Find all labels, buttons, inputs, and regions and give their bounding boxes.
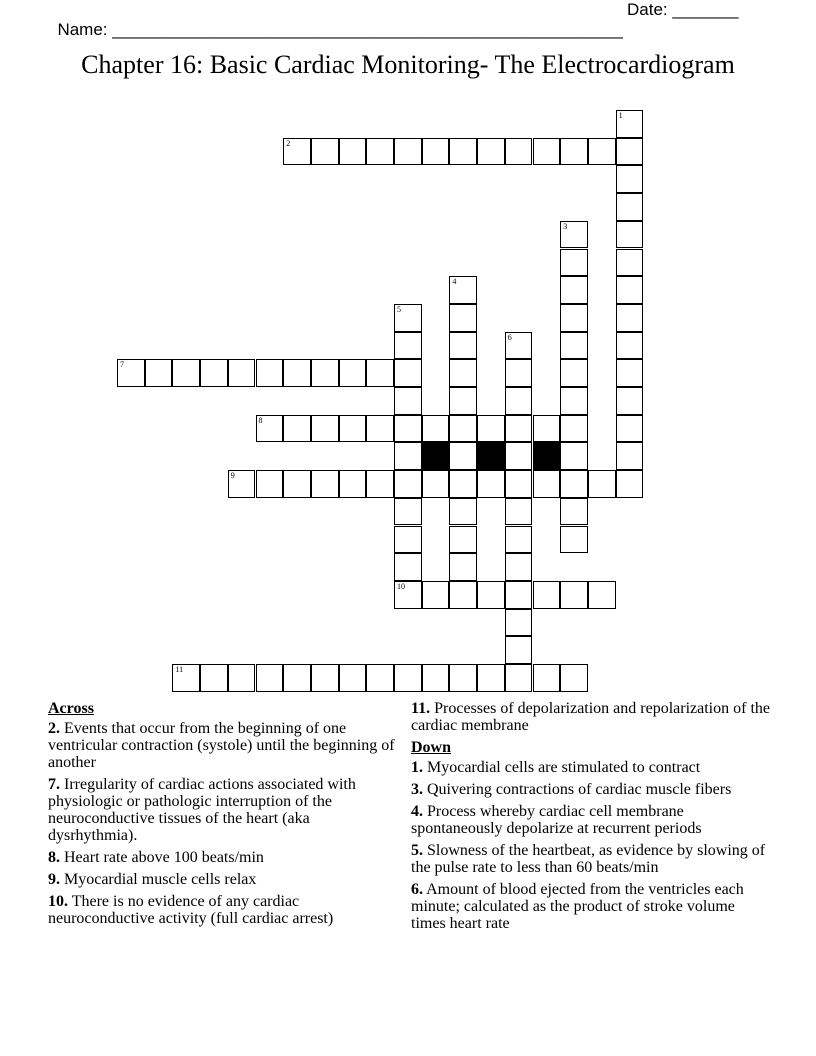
- clues-left-column: [48, 700, 398, 932]
- grid-cell[interactable]: [394, 581, 422, 609]
- clue-number: 1: [618, 111, 623, 120]
- grid-cell[interactable]: [477, 664, 505, 692]
- grid-cell[interactable]: [560, 581, 588, 609]
- grid-cell[interactable]: [145, 359, 173, 387]
- grid-cell[interactable]: [228, 359, 256, 387]
- grid-cell[interactable]: [533, 664, 561, 692]
- grid-cell[interactable]: [366, 359, 394, 387]
- grid-cell[interactable]: [588, 470, 616, 498]
- grid-cell[interactable]: [394, 415, 422, 443]
- grid-cell[interactable]: [560, 498, 588, 526]
- clue-number: 4.: [411, 803, 423, 820]
- clue-number: 10.: [48, 893, 68, 910]
- clue-text: Myocardial cells are stimulated to contract: [423, 759, 701, 776]
- clue-item: [411, 759, 771, 776]
- clue-text: Amount of blood ejected from the ventricles each minute; calculated as the product of stroke volume times heart rate: [411, 881, 744, 932]
- grid-cell[interactable]: [616, 332, 644, 360]
- grid-cell[interactable]: [228, 470, 256, 498]
- grid-cell[interactable]: [588, 581, 616, 609]
- black-cell: [533, 442, 561, 470]
- grid-cell[interactable]: [616, 221, 644, 249]
- grid-cell[interactable]: [228, 664, 256, 692]
- grid-cell[interactable]: [449, 498, 477, 526]
- across-heading: Across: [48, 700, 94, 717]
- page-title: Chapter 16: Basic Cardiac Monitoring- The Electrocardiogram: [81, 50, 735, 79]
- clue-item: [411, 700, 771, 734]
- grid-cell[interactable]: [449, 304, 477, 332]
- grid-cell[interactable]: [560, 470, 588, 498]
- clue-number: 4: [452, 277, 457, 287]
- grid-cell[interactable]: [616, 193, 644, 221]
- clue-text: Slowness of the heartbeat, as evidence by slowing of the pulse rate to less than 60 beats/min: [411, 842, 766, 876]
- clue-item: [48, 776, 398, 844]
- black-cell: [477, 442, 505, 470]
- grid-cell[interactable]: [616, 110, 644, 138]
- grid-cell[interactable]: [505, 498, 533, 526]
- grid-cell[interactable]: [449, 581, 477, 609]
- grid-cell[interactable]: [533, 138, 561, 166]
- across-clue-list: [48, 720, 398, 927]
- grid-cell[interactable]: [505, 138, 533, 166]
- grid-cell[interactable]: [394, 442, 422, 470]
- grid-cell[interactable]: [339, 138, 367, 166]
- grid-cell[interactable]: [533, 470, 561, 498]
- grid-cell[interactable]: [505, 526, 533, 554]
- grid-cell[interactable]: [477, 470, 505, 498]
- grid-cell[interactable]: [422, 138, 450, 166]
- clue-item: [411, 881, 771, 932]
- grid-cell[interactable]: [394, 470, 422, 498]
- grid-cell[interactable]: [449, 276, 477, 304]
- grid-cell[interactable]: [505, 387, 533, 415]
- grid-cell[interactable]: [533, 415, 561, 443]
- clues-right-column: [411, 700, 771, 937]
- grid-cell[interactable]: [616, 138, 644, 166]
- grid-cell[interactable]: [477, 138, 505, 166]
- grid-cell[interactable]: [616, 304, 644, 332]
- clue-number: 10: [397, 581, 405, 591]
- grid-cell[interactable]: [477, 581, 505, 609]
- grid-cell[interactable]: [339, 664, 367, 692]
- grid-cell[interactable]: [616, 165, 644, 193]
- grid-cell[interactable]: [311, 664, 339, 692]
- clue-text: Events that occur from the beginning of one ventricular contraction (systole) until the beginning of another: [48, 720, 395, 771]
- grid-cell[interactable]: [616, 359, 644, 387]
- clue-number: 9.: [48, 871, 60, 888]
- grid-cell[interactable]: [394, 387, 422, 415]
- grid-cell[interactable]: [394, 526, 422, 554]
- grid-cell[interactable]: [449, 526, 477, 554]
- grid-cell[interactable]: [560, 442, 588, 470]
- grid-cell[interactable]: [616, 470, 644, 498]
- grid-cell[interactable]: [449, 553, 477, 581]
- clue-text: There is no evidence of any cardiac neuroconductive activity (full cardiac arrest): [48, 893, 334, 927]
- clue-item: [411, 781, 771, 798]
- grid-cell[interactable]: [366, 470, 394, 498]
- grid-cell[interactable]: [560, 664, 588, 692]
- clue-number: 2.: [48, 720, 60, 737]
- grid-cell[interactable]: [449, 415, 477, 443]
- grid-cell[interactable]: [422, 664, 450, 692]
- grid-cell[interactable]: [394, 664, 422, 692]
- clue-number: 6.: [411, 881, 423, 898]
- grid-cell[interactable]: [366, 664, 394, 692]
- grid-cell[interactable]: [394, 304, 422, 332]
- grid-cell[interactable]: [394, 359, 422, 387]
- clue-text: Irregularity of cardiac actions associated with physiologic or pathologic interruption of the neuroconductive tissues of the heart (aka dysrhythmia).: [48, 776, 356, 844]
- grid-cell[interactable]: [616, 387, 644, 415]
- clue-number: 5: [397, 304, 401, 314]
- grid-cell[interactable]: [505, 442, 533, 470]
- grid-cell[interactable]: [449, 138, 477, 166]
- grid-cell[interactable]: [256, 415, 284, 443]
- grid-cell[interactable]: [560, 304, 588, 332]
- grid-cell[interactable]: [560, 526, 588, 554]
- grid-cell[interactable]: [422, 470, 450, 498]
- grid-cell[interactable]: [449, 387, 477, 415]
- clue-number: 7: [120, 360, 124, 370]
- clue-item: [411, 803, 771, 837]
- clue-number: 2: [286, 138, 291, 148]
- grid-cell[interactable]: [422, 415, 450, 443]
- grid-cell[interactable]: [560, 415, 588, 443]
- grid-cell[interactable]: [505, 636, 533, 664]
- grid-cell[interactable]: [394, 332, 422, 360]
- grid-cell[interactable]: [200, 359, 228, 387]
- grid-cell[interactable]: [616, 276, 644, 304]
- grid-cell[interactable]: [505, 415, 533, 443]
- grid-cell[interactable]: [256, 359, 284, 387]
- grid-cell[interactable]: [394, 553, 422, 581]
- clue-text: Process whereby cardiac cell membrane spontaneously depolarize at recurrent periods: [411, 803, 702, 837]
- down-clue-list: [411, 759, 771, 932]
- grid-cell[interactable]: [283, 359, 311, 387]
- grid-cell[interactable]: [449, 470, 477, 498]
- grid-cell[interactable]: [560, 138, 588, 166]
- grid-cell[interactable]: [422, 581, 450, 609]
- clue-number: 8: [258, 415, 263, 425]
- grid-cell[interactable]: [311, 470, 339, 498]
- clue-number: 5.: [411, 842, 423, 859]
- clue-item: [48, 871, 398, 888]
- grid-cell[interactable]: [283, 664, 311, 692]
- grid-cell[interactable]: [505, 332, 533, 360]
- grid-cell[interactable]: [311, 359, 339, 387]
- grid-cell[interactable]: [477, 415, 505, 443]
- clue-text: Myocardial muscle cells relax: [60, 871, 257, 888]
- grid-cell[interactable]: [283, 415, 311, 443]
- clue-number: 8.: [48, 849, 60, 866]
- clue-number: 9: [230, 471, 235, 481]
- grid-cell[interactable]: [339, 359, 367, 387]
- down-heading: Down: [411, 739, 452, 756]
- grid-cell[interactable]: [616, 249, 644, 277]
- grid-cell[interactable]: [505, 553, 533, 581]
- clue-number: 11.: [411, 700, 431, 717]
- grid-cell[interactable]: [505, 609, 533, 637]
- clue-text: Heart rate above 100 beats/min: [60, 849, 264, 866]
- clue-number: 1.: [411, 759, 423, 776]
- clue-number: 6: [507, 332, 512, 342]
- grid-cell[interactable]: [449, 442, 477, 470]
- grid-cell[interactable]: [560, 359, 588, 387]
- grid-cell[interactable]: [588, 138, 616, 166]
- grid-cell[interactable]: [339, 415, 367, 443]
- grid-cell[interactable]: [256, 664, 284, 692]
- across-clue-list-continued: [411, 700, 771, 734]
- grid-cell[interactable]: [366, 138, 394, 166]
- grid-cell[interactable]: [505, 359, 533, 387]
- grid-cell[interactable]: [449, 332, 477, 360]
- grid-cell[interactable]: [560, 387, 588, 415]
- grid-cell[interactable]: [283, 138, 311, 166]
- grid-cell[interactable]: [560, 332, 588, 360]
- grid-cell[interactable]: [560, 221, 588, 249]
- grid-cell[interactable]: [533, 581, 561, 609]
- grid-cell[interactable]: [366, 415, 394, 443]
- grid-cell[interactable]: [560, 249, 588, 277]
- clue-text: Quivering contractions of cardiac muscle fibers: [423, 781, 732, 798]
- grid-cell[interactable]: [117, 359, 145, 387]
- clue-item: [411, 842, 771, 876]
- name-field[interactable]: Name: ______________________________________________________: [57, 20, 623, 39]
- grid-cell[interactable]: [394, 498, 422, 526]
- clue-number: 11: [175, 665, 184, 674]
- grid-cell[interactable]: [311, 415, 339, 443]
- grid-cell[interactable]: [172, 359, 200, 387]
- grid-cell[interactable]: [449, 664, 477, 692]
- grid-cell[interactable]: [616, 442, 644, 470]
- clue-text: Processes of depolarization and repolarization of the cardiac membrane: [411, 700, 770, 734]
- clue-item: [48, 893, 398, 927]
- grid-cell[interactable]: [616, 415, 644, 443]
- grid-cell[interactable]: [256, 470, 284, 498]
- clue-item: [48, 849, 398, 866]
- grid-cell[interactable]: [283, 470, 311, 498]
- clue-number: 3.: [411, 781, 423, 798]
- grid-cell[interactable]: [505, 581, 533, 609]
- clue-number: 7.: [48, 776, 60, 793]
- black-cell: [422, 442, 450, 470]
- grid-cell[interactable]: [560, 276, 588, 304]
- grid-cell[interactable]: [311, 138, 339, 166]
- grid-cell[interactable]: [394, 138, 422, 166]
- grid-cell[interactable]: [505, 470, 533, 498]
- clue-item: [48, 720, 398, 771]
- clue-number: 3: [563, 221, 568, 231]
- date-field[interactable]: Date: _______: [627, 0, 739, 19]
- grid-cell[interactable]: [505, 664, 533, 692]
- grid-cell[interactable]: [172, 664, 200, 692]
- grid-cell[interactable]: [449, 359, 477, 387]
- grid-cell[interactable]: [200, 664, 228, 692]
- grid-cell[interactable]: [339, 470, 367, 498]
